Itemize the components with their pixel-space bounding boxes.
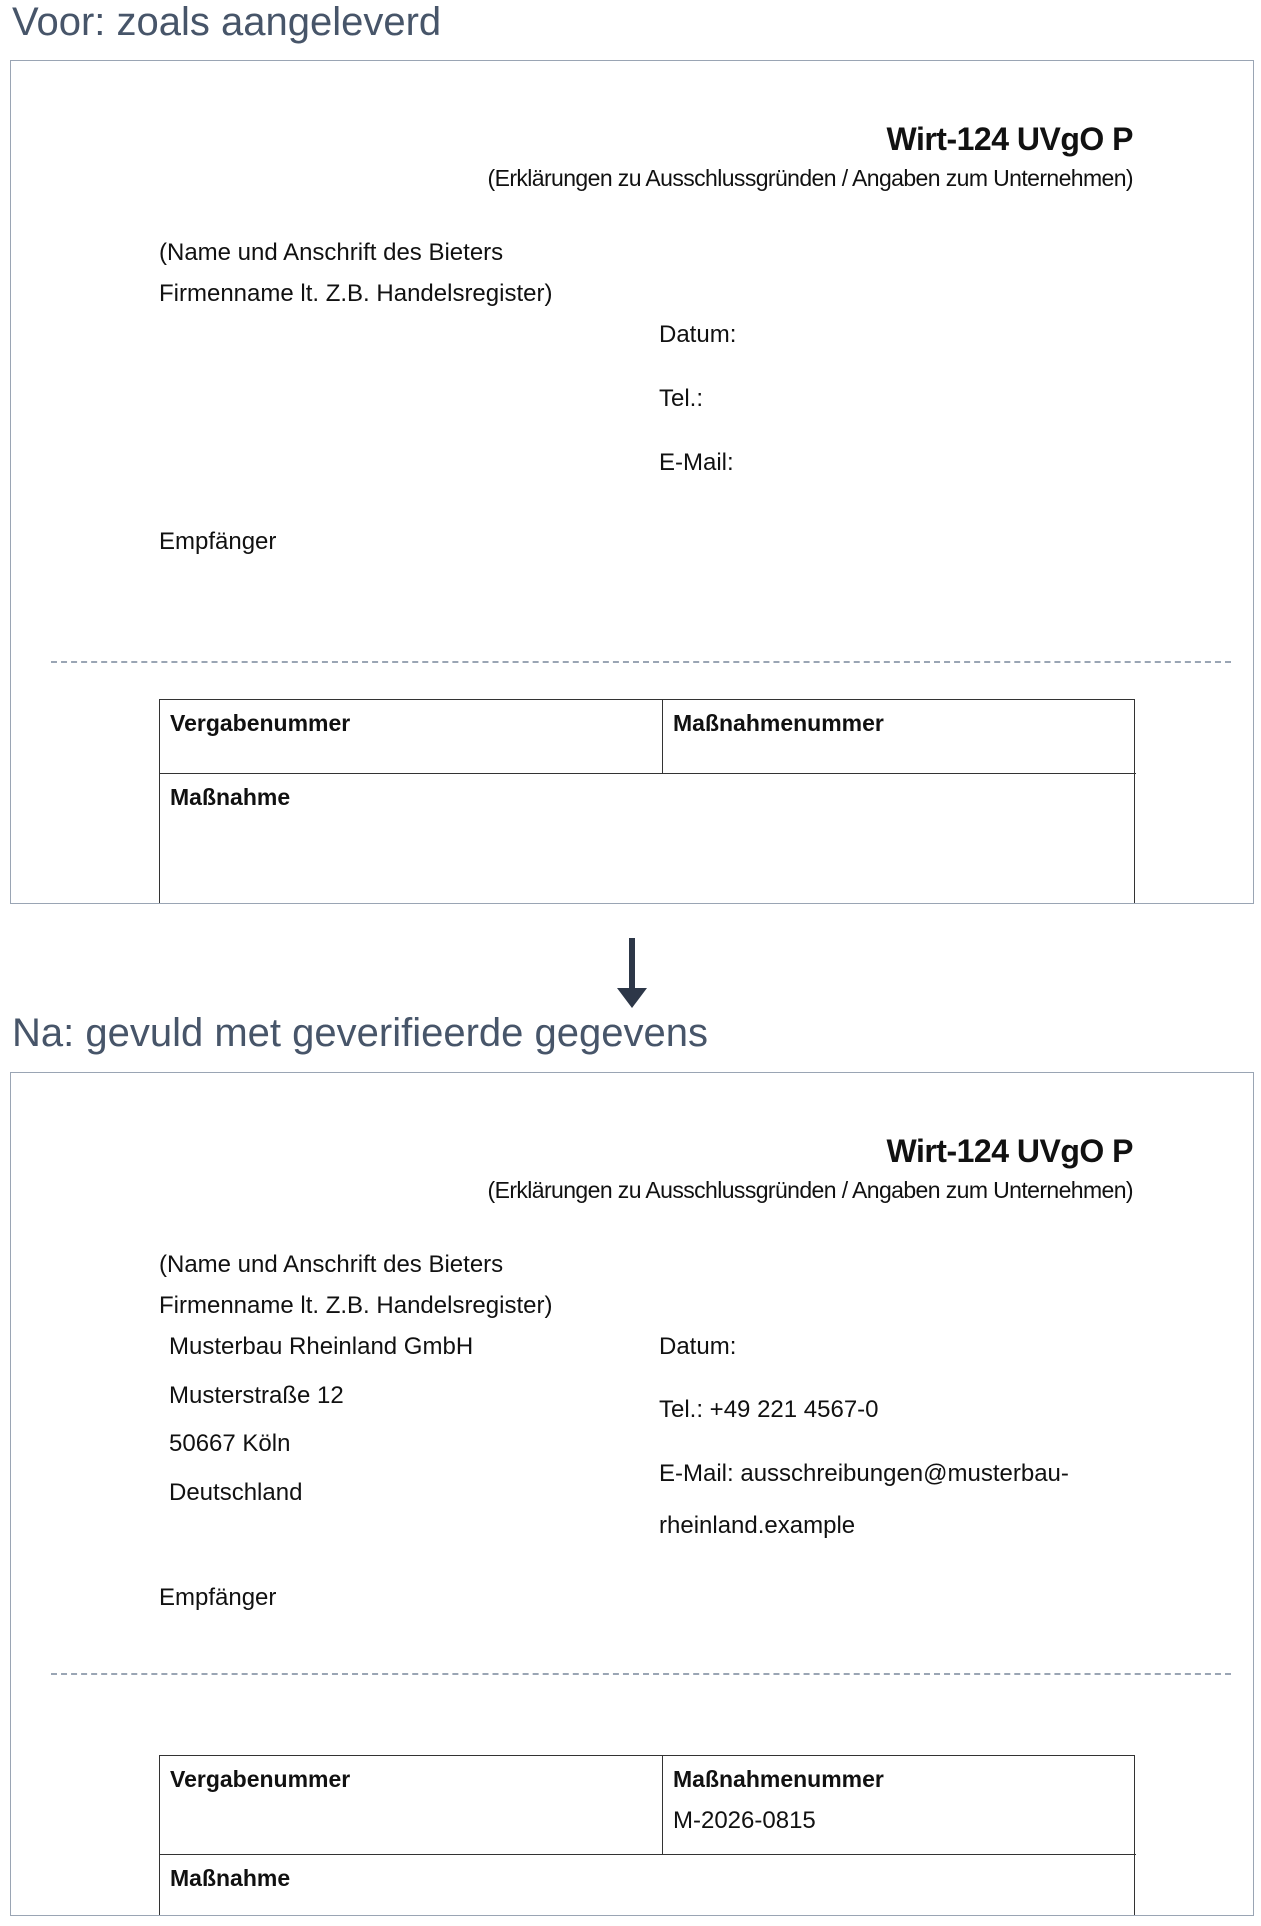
before-heading: Voor: zoals aangeleverd bbox=[12, 0, 442, 44]
measure-number-label: Maßnahmenummer bbox=[673, 1766, 884, 1792]
measure-cell[interactable] bbox=[160, 773, 1136, 904]
bidder-city-field[interactable]: 50667 Köln bbox=[169, 1430, 291, 1457]
measure-number-label: Maßnahmenummer bbox=[673, 710, 884, 736]
award-number-label: Vergabenummer bbox=[170, 1766, 351, 1792]
before-document-panel bbox=[10, 60, 1254, 904]
bidder-street-field[interactable]: Musterstraße 12 bbox=[169, 1382, 344, 1409]
bidder-label-line-1: (Name und Anschrift des Bieters bbox=[159, 1251, 504, 1278]
date-label: Datum: bbox=[659, 321, 737, 348]
measure-number-value[interactable]: M-2026-0815 bbox=[673, 1807, 816, 1834]
measure-label: Maßnahme bbox=[170, 1865, 291, 1891]
phone-label: Tel.: bbox=[659, 385, 704, 412]
measure-label: Maßnahme bbox=[170, 784, 291, 810]
after-document-panel bbox=[10, 1072, 1254, 1916]
email-field[interactable]: E-Mail: ausschreibungen@musterbau- bbox=[659, 1460, 1069, 1487]
bidder-label-line-2: Firmenname lt. Z.B. Handelsregister) bbox=[159, 1292, 553, 1319]
email-field-continued[interactable]: rheinland.example bbox=[659, 1512, 856, 1539]
phone-field[interactable]: Tel.: +49 221 4567-0 bbox=[659, 1396, 879, 1423]
bidder-label-line-1: (Name und Anschrift des Bieters bbox=[159, 239, 504, 266]
form-subtitle: (Erklärungen zu Ausschlussgründen / Angaben zum Unternehmen) bbox=[487, 165, 1133, 191]
bidder-company-field[interactable]: Musterbau Rheinland GmbH bbox=[169, 1333, 474, 1360]
separator-dashed-line bbox=[51, 1673, 1231, 1675]
recipient-label: Empfänger bbox=[159, 1584, 277, 1611]
procurement-info-table bbox=[159, 1755, 1135, 1916]
award-number-label: Vergabenummer bbox=[170, 710, 351, 736]
award-number-cell[interactable] bbox=[160, 700, 663, 773]
award-number-cell[interactable] bbox=[160, 1756, 663, 1854]
down-arrow-head-icon bbox=[617, 988, 647, 1008]
procurement-info-table bbox=[159, 699, 1135, 904]
recipient-label: Empfänger bbox=[159, 528, 277, 555]
form-subtitle: (Erklärungen zu Ausschlussgründen / Angaben zum Unternehmen) bbox=[487, 1177, 1133, 1203]
email-label: E-Mail: bbox=[659, 449, 734, 476]
measure-number-cell[interactable] bbox=[663, 1756, 1133, 1854]
date-label: Datum: bbox=[659, 1333, 737, 1360]
bidder-label-line-2: Firmenname lt. Z.B. Handelsregister) bbox=[159, 280, 553, 307]
measure-cell[interactable] bbox=[160, 1854, 1136, 1916]
bidder-country-field[interactable]: Deutschland bbox=[169, 1479, 303, 1506]
form-code-title: Wirt-124 UVgO P bbox=[886, 121, 1133, 157]
form-code-title: Wirt-124 UVgO P bbox=[886, 1133, 1133, 1169]
down-arrow-icon bbox=[629, 938, 635, 990]
separator-dashed-line bbox=[51, 661, 1231, 663]
measure-number-cell[interactable] bbox=[663, 700, 1133, 773]
after-heading: Na: gevuld met geverifieerde gegevens bbox=[12, 1011, 708, 1055]
